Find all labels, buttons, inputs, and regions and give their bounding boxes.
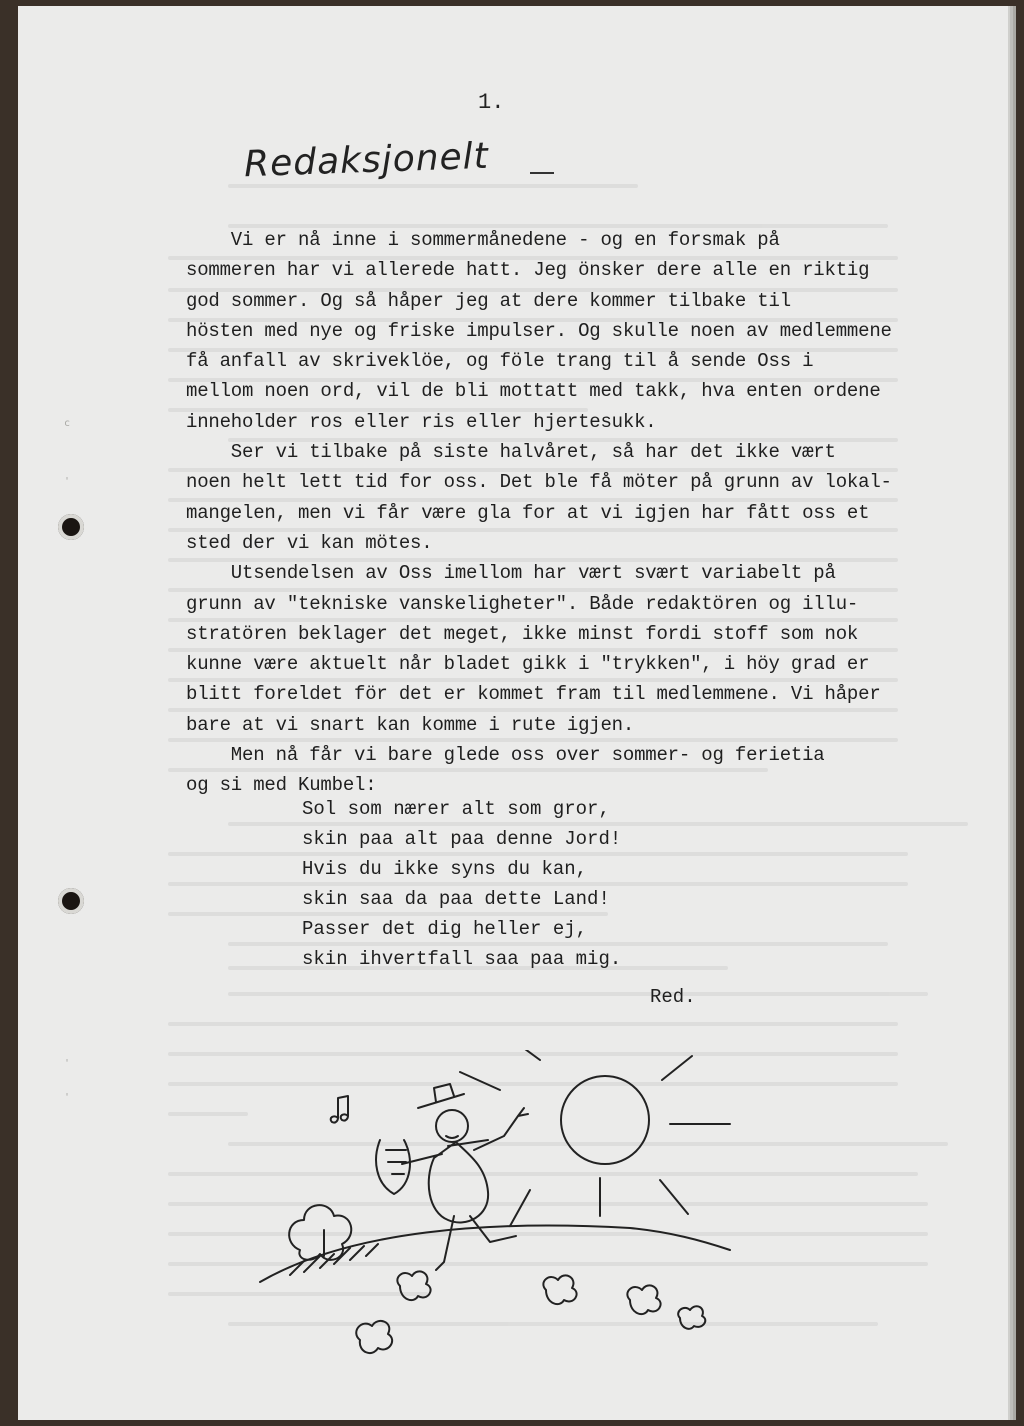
flower-icon xyxy=(627,1285,660,1314)
man-arm-right xyxy=(474,1108,528,1150)
body-line: få anfall av skriveklöe, og föle trang til å sende Oss i xyxy=(186,350,814,373)
hill-line xyxy=(260,1226,730,1282)
punch-hole-lower xyxy=(58,888,84,914)
margin-mark: ' xyxy=(64,1092,71,1103)
body-line: Utsendelsen av Oss imellom har vært svært variabelt på xyxy=(186,562,836,585)
body-line: Men nå får vi bare glede oss over sommer- og ferietia xyxy=(186,744,825,767)
flower-icon xyxy=(397,1271,430,1300)
signature: Red. xyxy=(650,986,696,1008)
music-notes-icon xyxy=(331,1096,348,1123)
body-line: mangelen, men vi får være gla for at vi igjen har fått oss et xyxy=(186,501,870,524)
body-line: Ser vi tilbake på siste halvåret, så har det ikke vært xyxy=(186,441,836,464)
body-line: grunn av "tekniske vanskeligheter". Både redaktören og illu- xyxy=(186,592,859,615)
body-line: og si med Kumbel: xyxy=(186,774,377,797)
lyre-icon xyxy=(376,1140,410,1194)
poem-line: Sol som nærer alt som gror, xyxy=(302,798,610,820)
poem xyxy=(302,794,621,974)
flower-icon xyxy=(356,1321,392,1353)
punch-hole-upper xyxy=(58,514,84,540)
bush-icon xyxy=(289,1205,351,1260)
body-line: sted der vi kan mötes. xyxy=(186,531,433,554)
margin-mark: ' xyxy=(64,1058,71,1069)
body-line: mellom noen ord, vil de bli mottatt med takk, hva enten ordene xyxy=(186,380,881,403)
poem-line: Hvis du ikke syns du kan, xyxy=(302,858,588,880)
body-line: god sommer. Og så håper jeg at dere kommer tilbake til xyxy=(186,289,791,312)
sun-rays xyxy=(448,1050,730,1226)
page-number: 1. xyxy=(478,90,505,115)
poem-line: skin ihvertfall saa paa mig. xyxy=(302,948,622,970)
body-line: sommeren har vi allerede hatt. Jeg önsker dere alle en riktig xyxy=(186,259,870,282)
body-line: kunne være aktuelt når bladet gikk i "trykken", i höy grad er xyxy=(186,653,870,676)
margin-mark: c xyxy=(64,418,71,429)
body-text xyxy=(186,225,966,801)
title-dash xyxy=(530,172,554,174)
body-line: Vi er nå inne i sommermånedene - og en forsmak på xyxy=(186,229,780,251)
body-line: hösten med nye og friske impulser. Og skulle noen av medlemmene xyxy=(186,319,892,342)
poem-line: skin saa da paa dette Land! xyxy=(302,888,610,910)
sun-icon xyxy=(561,1076,649,1164)
body-line: noen helt lett tid for oss. Det ble få möter på grunn av lokal- xyxy=(186,471,892,494)
sun-and-dancing-man-illustration xyxy=(230,1050,750,1360)
body-line: inneholder ros eller ris eller hjertesukk. xyxy=(186,410,657,433)
margin-mark: ' xyxy=(64,476,71,487)
man-legs xyxy=(436,1216,516,1270)
flower-icon xyxy=(543,1275,576,1304)
body-line: bare at vi snart kan komme i rute igjen. xyxy=(186,713,635,736)
page-title: Redaksjonelt xyxy=(243,135,490,186)
man-smile xyxy=(446,1136,458,1138)
man-arm-left xyxy=(402,1154,442,1164)
flower-icon xyxy=(678,1306,705,1329)
poem-line: skin paa alt paa denne Jord! xyxy=(302,828,622,850)
body-line: stratören beklager det meget, ikke minst fordi stoff som nok xyxy=(186,622,859,645)
body-line: blitt foreldet för det er kommet fram til medlemmene. Vi håper xyxy=(186,683,881,706)
poem-line: Passer det dig heller ej, xyxy=(302,918,588,940)
hat-brim xyxy=(418,1094,464,1108)
